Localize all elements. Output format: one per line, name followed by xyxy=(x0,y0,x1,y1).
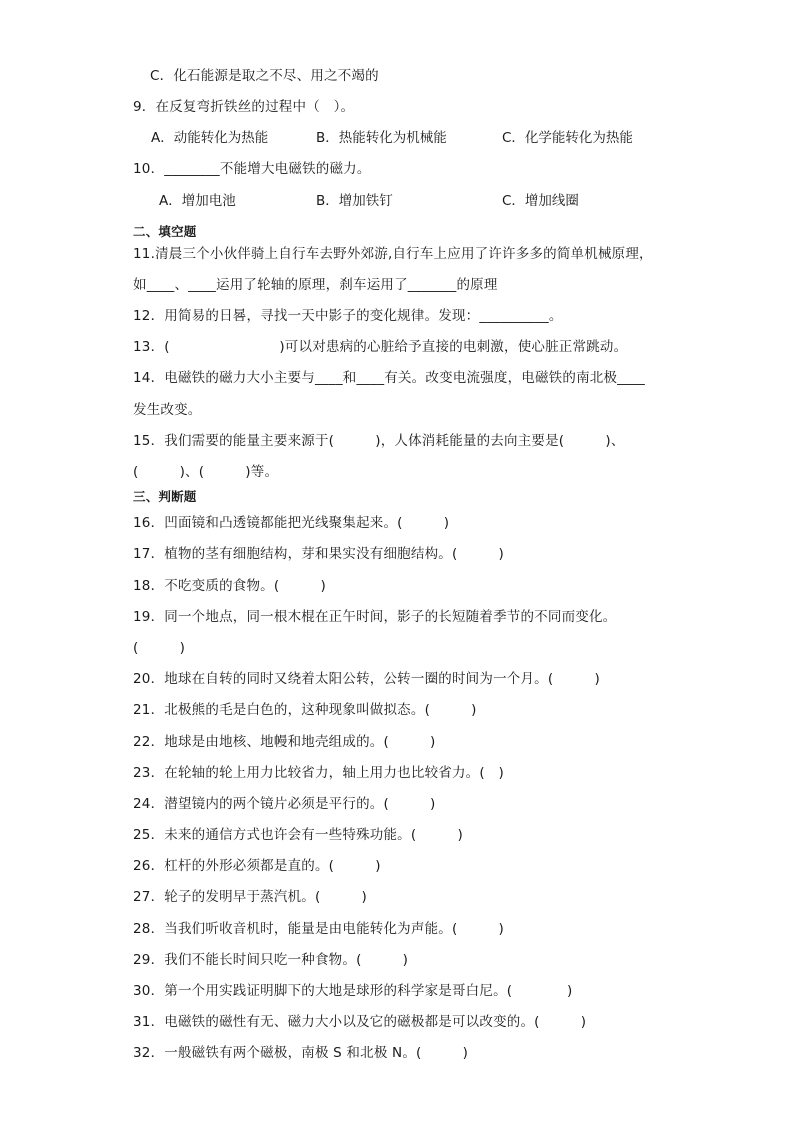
q10-option-b: B．增加铁钉 xyxy=(316,193,393,209)
q15-line2: ( )、( )等。 xyxy=(133,464,279,480)
q10-option-a: A．增加电池 xyxy=(159,193,236,209)
q9-option-c: C．化学能转化为热能 xyxy=(502,130,633,146)
q19-line1: 19．同一个地点，同一根木棍在正午时间，影子的长短随着季节的不同而变化。 xyxy=(133,609,617,625)
q29: 29．我们不能长时间只吃一种食物。( ) xyxy=(133,952,409,968)
q13-question: 13．( )可以对患病的心脏给予直接的电刺激，使心脏正常跳动。 xyxy=(133,339,628,355)
q14-line1: 14．电磁铁的磁力大小主要与____和____有关。改变电流强度，电磁铁的南北极____ xyxy=(133,370,645,386)
q11-line2: 如____、____运用了轮轴的原理，刹车运用了_______的原理 xyxy=(133,277,498,293)
q28: 28．当我们听收音机时，能量是由电能转化为声能。( ) xyxy=(133,921,505,937)
section-fill-in-title: 二、填空题 xyxy=(133,224,197,239)
q18: 18．不吃变质的食物。( ) xyxy=(133,578,326,594)
q22: 22．地球是由地核、地幔和地壳组成的。( ) xyxy=(133,734,436,750)
q11-line1: 11.清晨三个小伙伴骑上自行车去野外郊游,自行车上应用了许许多多的简单机械原理， xyxy=(133,246,653,262)
q23: 23．在轮轴的轮上用力比较省力，轴上用力也比较省力。( ) xyxy=(133,765,505,781)
q27: 27．轮子的发明早于蒸汽机。( ) xyxy=(133,889,368,905)
section-judgment-title: 三、判断题 xyxy=(133,489,197,504)
q16: 16．凹面镜和凸透镜都能把光线聚集起来。( ) xyxy=(133,515,450,531)
q10-option-c: C．增加线圈 xyxy=(502,193,579,209)
q15-line1: 15．我们需要的能量主要来源于( )，人体消耗能量的去向主要是( )、 xyxy=(133,433,625,449)
q9-option-b: B．热能转化为机械能 xyxy=(316,130,447,146)
q30: 30．第一个用实践证明脚下的大地是球形的科学家是哥白尼。( ) xyxy=(133,983,573,999)
q21: 21．北极熊的毛是白色的，这种现象叫做拟态。( ) xyxy=(133,702,477,718)
q32: 32．一般磁铁有两个磁极，南极 S 和北极 N。( ) xyxy=(133,1045,469,1061)
q19-line2: ( ) xyxy=(133,640,186,656)
q8-option-c: C．化石能源是取之不尽、用之不竭的 xyxy=(150,68,379,84)
q25: 25．未来的通信方式也许会有一些特殊功能。( ) xyxy=(133,827,463,843)
q31: 31．电磁铁的磁性有无、磁力大小以及它的磁极都是可以改变的。( ) xyxy=(133,1014,587,1030)
q10-question: 10．________不能增大电磁铁的磁力。 xyxy=(133,161,371,177)
q26: 26．杠杆的外形必须都是直的。( ) xyxy=(133,858,381,874)
q12-question: 12．用简易的日晷，寻找一天中影子的变化规律。发现：__________。 xyxy=(133,308,563,324)
q9-option-a: A．动能转化为热能 xyxy=(151,130,269,146)
q17: 17．植物的茎有细胞结构，芽和果实没有细胞结构。( ) xyxy=(133,546,505,562)
q14-line2: 发生改变。 xyxy=(133,402,202,418)
q9-question: 9．在反复弯折铁丝的过程中（ ）。 xyxy=(133,99,355,115)
q24: 24．潜望镜内的两个镜片必须是平行的。( ) xyxy=(133,796,436,812)
q20: 20．地球在自转的同时又绕着太阳公转，公转一圈的时间为一个月。( ) xyxy=(133,671,600,687)
